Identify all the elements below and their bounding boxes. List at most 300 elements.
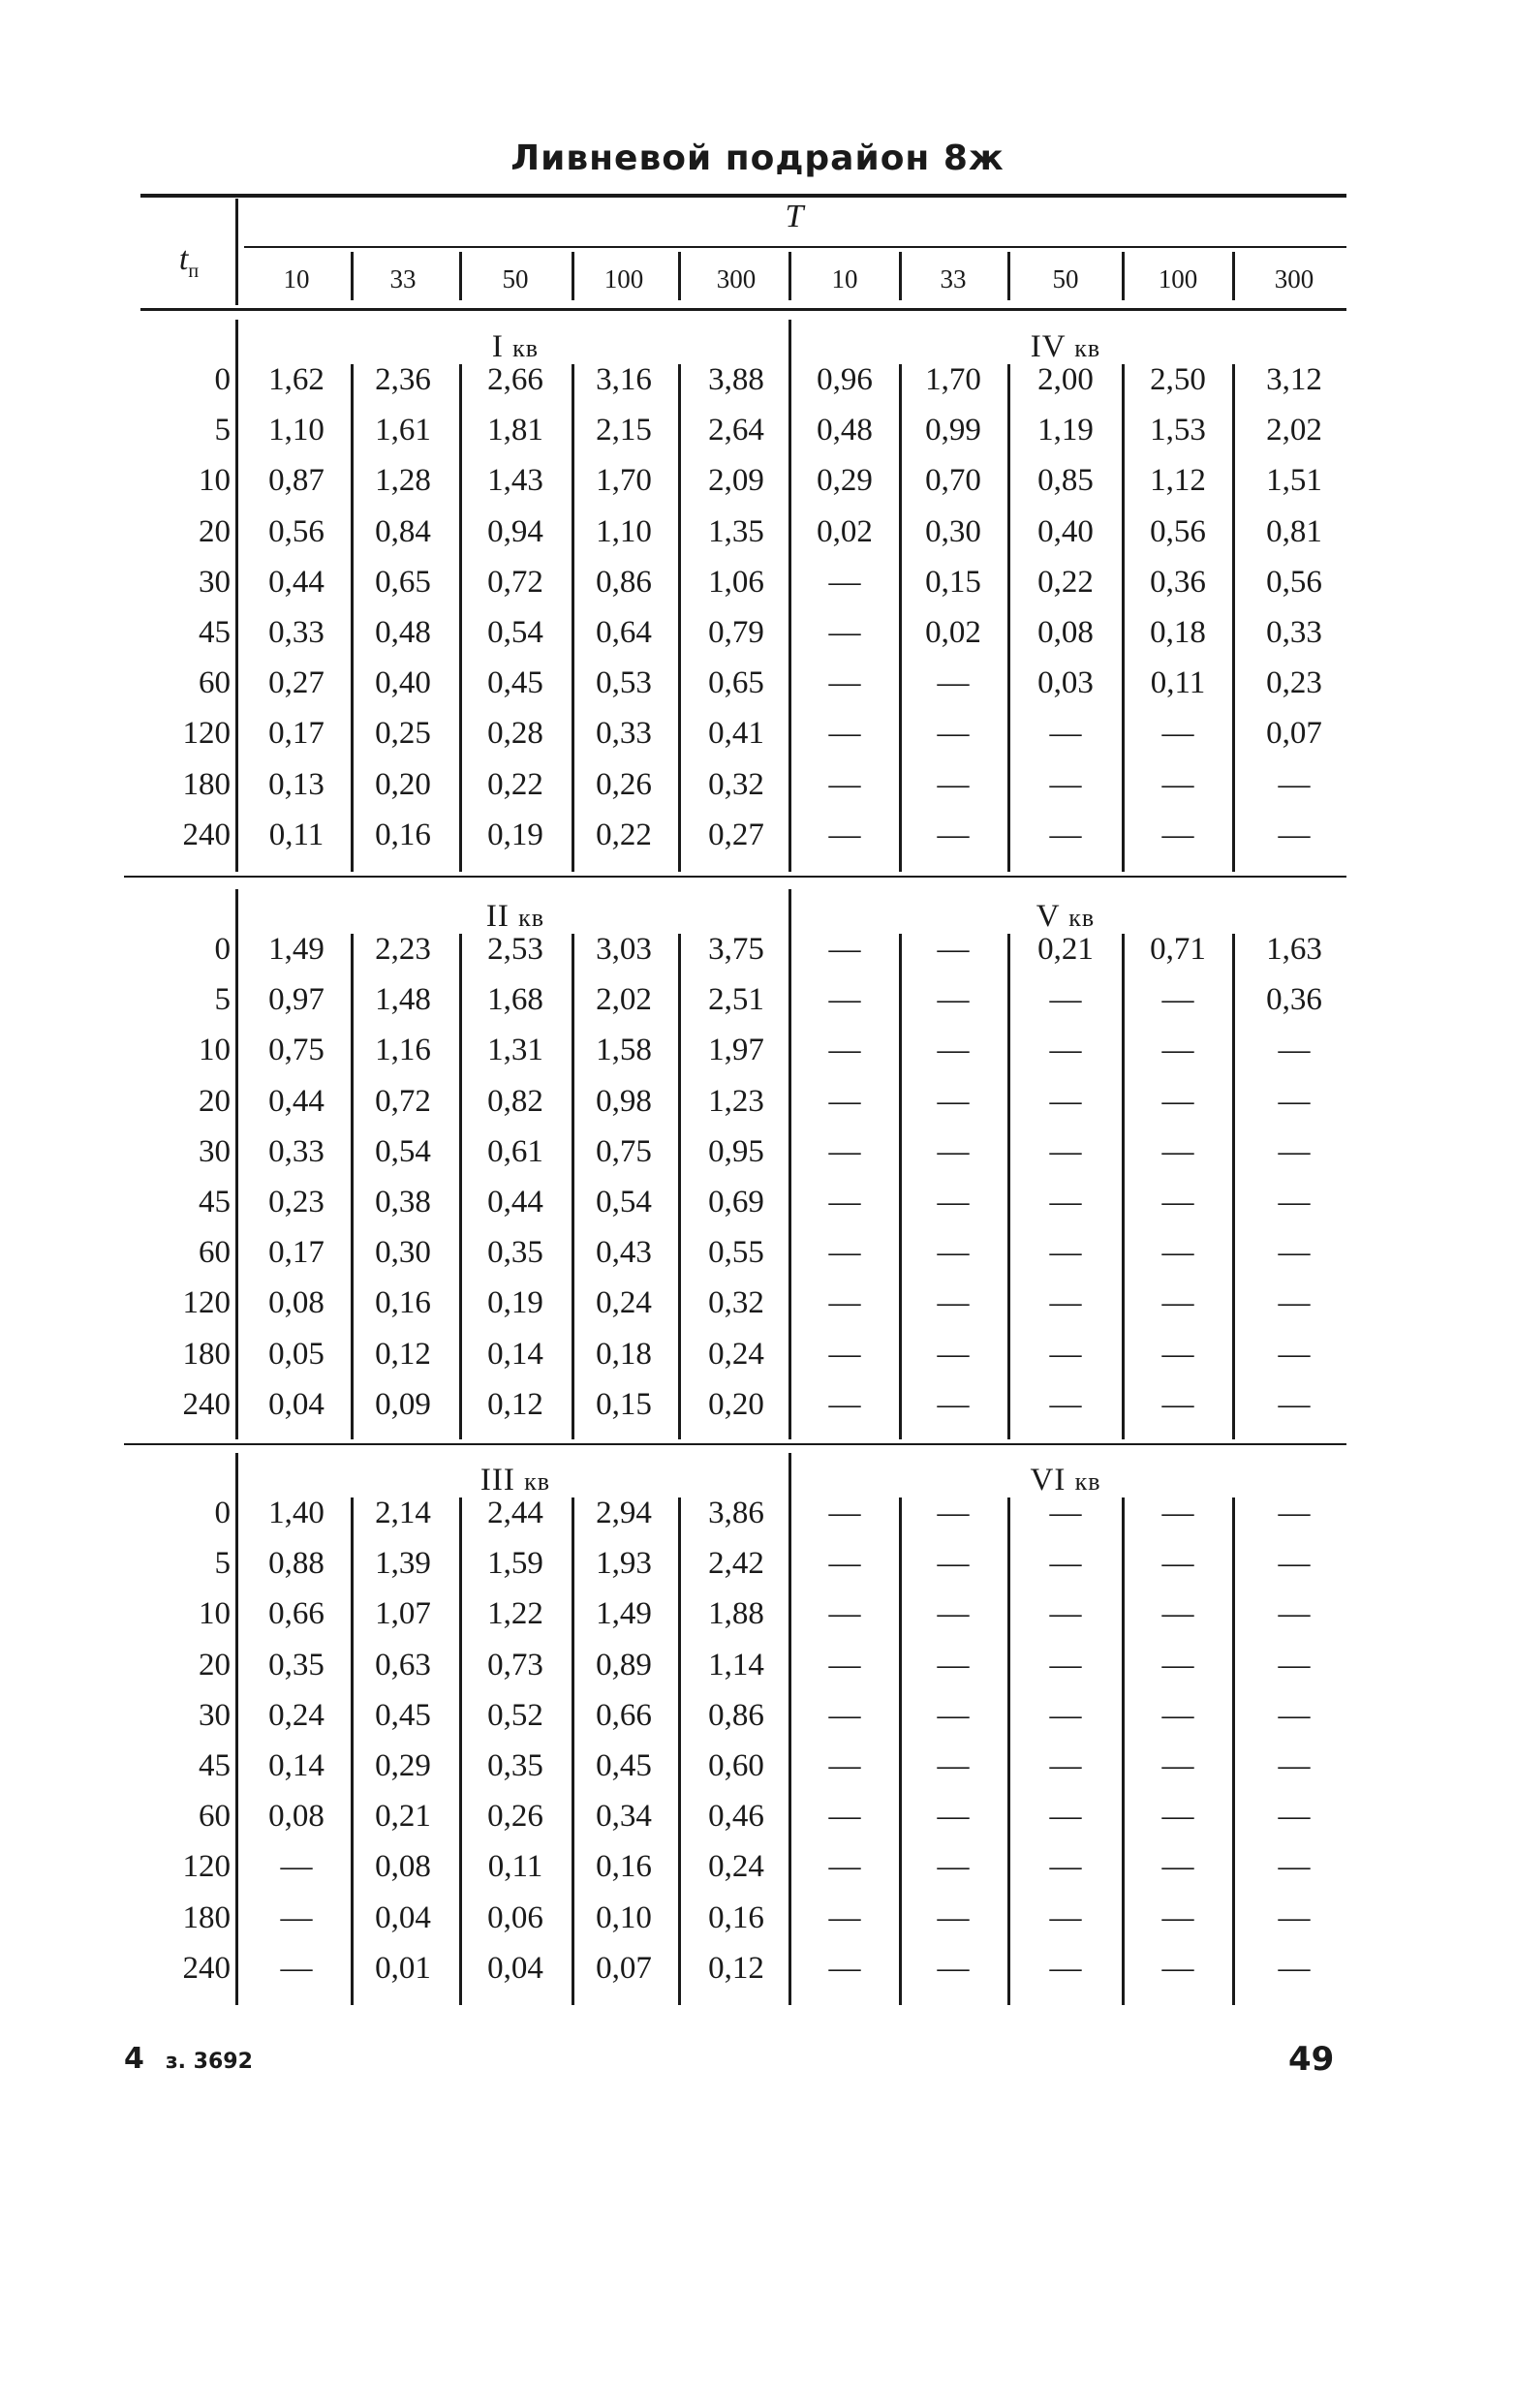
table-cell: 0,44 (268, 564, 325, 600)
T-value-header: 10 (283, 264, 310, 293)
table-cell: 1,43 (487, 463, 543, 499)
table-cell: — (828, 1950, 861, 1986)
table-cell: 0,65 (375, 564, 431, 600)
row-label: 60 (199, 1235, 231, 1271)
table-cell: — (937, 982, 970, 1018)
table-cell: — (280, 1849, 313, 1885)
table-cell: — (1049, 1185, 1082, 1219)
table-cell: — (1278, 1386, 1311, 1422)
T-value-header: 33 (389, 264, 417, 293)
table-cell: 2,50 (1150, 362, 1206, 397)
quarter-label-left: III кв (479, 1463, 551, 1497)
table-cell: — (937, 1748, 970, 1783)
table-cell: 0,14 (487, 1336, 543, 1372)
table-cell: 0,06 (487, 1899, 543, 1935)
table-cell: — (1278, 1496, 1311, 1530)
row-label: 0 (214, 1496, 231, 1530)
table-cell: 0,12 (375, 1336, 431, 1372)
table-cell: 2,64 (708, 413, 764, 448)
stub-divider (235, 1453, 238, 2005)
table-cell: — (828, 1185, 861, 1219)
tn-header (136, 240, 242, 291)
table-cell: — (1049, 1336, 1082, 1372)
table-cell: — (1161, 1185, 1194, 1219)
table-cell: 0,72 (487, 564, 543, 600)
table-cell: 2,15 (596, 413, 652, 448)
table-cell: — (1161, 1647, 1194, 1683)
table-cell: — (937, 1496, 970, 1530)
quarter-suffix: кв (512, 334, 540, 362)
table-cell: — (1161, 1546, 1194, 1582)
table-cell: 1,22 (487, 1596, 543, 1632)
table-cell: — (937, 1386, 970, 1422)
table-cell: 3,75 (708, 932, 764, 967)
table-cell: 2,00 (1037, 362, 1094, 397)
table-cell: 1,97 (708, 1033, 764, 1068)
table-cell: 0,40 (375, 665, 431, 701)
table-cell: — (828, 1697, 861, 1733)
table-cell: 1,68 (487, 982, 543, 1018)
header-col-divider (788, 252, 791, 300)
header-col-divider (1232, 252, 1235, 300)
page-number: 49 (1288, 2040, 1335, 2079)
table-cell: 0,84 (375, 513, 431, 549)
table-cell: 0,33 (596, 716, 652, 752)
table-cell: 0,11 (487, 1849, 543, 1885)
table-cell: 0,17 (268, 1235, 325, 1271)
table-cell: 2,02 (1266, 413, 1322, 448)
row-label: 60 (199, 1799, 231, 1835)
row-label: 45 (199, 615, 231, 650)
table-cell: 1,10 (268, 413, 325, 448)
table-cell: — (937, 1596, 970, 1632)
table-cell: 0,33 (1266, 615, 1322, 650)
table-cell: — (1049, 766, 1082, 802)
table-cell: — (937, 716, 970, 752)
table-cell: 0,03 (1037, 665, 1094, 701)
table-cell: 0,19 (487, 1285, 543, 1321)
table-cell: — (1161, 1748, 1194, 1783)
table-cell: 0,07 (1266, 716, 1322, 752)
table-cell: 0,36 (1266, 982, 1322, 1018)
table-cell: — (1049, 1033, 1082, 1068)
table-cell: 0,54 (596, 1185, 652, 1219)
row-label: 0 (214, 362, 231, 397)
table-cell: — (1278, 1748, 1311, 1783)
row-label: 45 (199, 1748, 231, 1783)
table-cell: 2,94 (596, 1496, 652, 1530)
table-cell: 2,51 (708, 982, 764, 1018)
table-cell: 0,18 (596, 1336, 652, 1372)
table-cell: — (937, 1697, 970, 1733)
table-cell: — (828, 716, 861, 752)
table-cell: 1,12 (1150, 463, 1206, 499)
table-cell: 0,99 (925, 413, 981, 448)
table-cell: — (1161, 817, 1194, 852)
quarter-label-left: I кв (491, 329, 540, 364)
page-title: Ливневой подрайон 8ж (510, 139, 1005, 178)
table-cell: 0,14 (268, 1748, 325, 1783)
table-cell: 0,26 (596, 766, 652, 802)
table-cell: 0,15 (925, 564, 981, 600)
col-divider (1007, 364, 1010, 872)
table-cell: — (828, 1596, 861, 1632)
table-cell: 0,40 (1037, 513, 1094, 549)
table-cell: 0,22 (487, 766, 543, 802)
table-cell: — (828, 1496, 861, 1530)
table-cell: 0,45 (375, 1697, 431, 1733)
table-cell: 0,48 (817, 413, 873, 448)
quarter-label-right: IV кв (1030, 329, 1101, 364)
table-cell: — (828, 1748, 861, 1783)
table-cell: 0,71 (1150, 932, 1206, 967)
table-cell: — (828, 1386, 861, 1422)
T-value-header: 33 (940, 264, 967, 293)
table-cell: 0,66 (596, 1697, 652, 1733)
quarter-suffix: кв (524, 1467, 551, 1496)
table-cell: 2,09 (708, 463, 764, 499)
table-cell: 1,88 (708, 1596, 764, 1632)
table-cell: — (828, 1799, 861, 1835)
table-cell: 0,34 (596, 1799, 652, 1835)
row-label: 30 (199, 1133, 231, 1169)
order-number: з. 3692 (165, 2050, 253, 2074)
table-cell: 0,48 (375, 615, 431, 650)
stub-divider-header (235, 199, 238, 305)
table-cell: — (1161, 1849, 1194, 1885)
table-cell: — (1161, 766, 1194, 802)
table-cell: 0,32 (708, 1285, 764, 1321)
table-cell: — (937, 1133, 970, 1169)
table-cell: — (1278, 1083, 1311, 1119)
table-cell: — (828, 1647, 861, 1683)
table-cell: — (937, 1647, 970, 1683)
table-cell: 2,36 (375, 362, 431, 397)
table-cell: 0,08 (268, 1799, 325, 1835)
table-cell: 1,49 (268, 932, 325, 967)
T-value-header: 10 (831, 264, 858, 293)
tn-symbol: t (178, 241, 189, 277)
T-value-header: 300 (716, 264, 757, 293)
table-cell: 0,04 (375, 1899, 431, 1935)
table-cell: 1,31 (487, 1033, 543, 1068)
quarter-suffix: кв (1074, 1467, 1101, 1496)
table-cell: 1,40 (268, 1496, 325, 1530)
table-cell: 2,53 (487, 932, 543, 967)
table-cell: — (1161, 1899, 1194, 1935)
table-cell: 0,89 (596, 1647, 652, 1683)
table-cell: — (1161, 1133, 1194, 1169)
table-cell: 0,13 (268, 766, 325, 802)
table-cell: 0,22 (1037, 564, 1094, 600)
col-divider (1232, 934, 1235, 1439)
quarter-suffix: кв (518, 904, 545, 932)
table-cell: 0,53 (596, 665, 652, 701)
table-cell: 0,16 (596, 1849, 652, 1885)
table-cell: 0,12 (487, 1386, 543, 1422)
table-cell: — (1278, 1285, 1311, 1321)
row-label: 10 (199, 1596, 231, 1632)
table-cell: 0,61 (487, 1133, 543, 1169)
table-cell: 0,20 (708, 1386, 764, 1422)
table-cell: 0,15 (596, 1386, 652, 1422)
table-cell: — (937, 1235, 970, 1271)
table-cell: 0,12 (708, 1950, 764, 1986)
table-cell: — (1278, 1546, 1311, 1582)
table-cell: 2,42 (708, 1546, 764, 1582)
table-cell: — (828, 1899, 861, 1935)
table-cell: — (1049, 1697, 1082, 1733)
col-divider (1007, 1497, 1010, 2005)
table-cell: — (1161, 1799, 1194, 1835)
table-cell: — (1049, 1748, 1082, 1783)
table-cell: 3,16 (596, 362, 652, 397)
T-value-header: 50 (502, 264, 529, 293)
table-cell: — (1161, 716, 1194, 752)
table-cell: — (1161, 982, 1194, 1018)
table-cell: — (280, 1899, 313, 1935)
table-cell: — (1278, 1697, 1311, 1733)
table-cell: 0,96 (817, 362, 873, 397)
table-cell: — (828, 1336, 861, 1372)
table-cell: 0,07 (596, 1950, 652, 1986)
table-cell: — (1278, 1799, 1311, 1835)
table-cell: 0,66 (268, 1596, 325, 1632)
table-cell: 0,29 (375, 1748, 431, 1783)
table-cell: 0,64 (596, 615, 652, 650)
table-cell: 1,07 (375, 1596, 431, 1632)
table-cell: — (1049, 1647, 1082, 1683)
row-label: 180 (182, 1899, 231, 1935)
table-cell: 0,24 (708, 1849, 764, 1885)
table-cell: 0,30 (925, 513, 981, 549)
table-cell: 1,49 (596, 1596, 652, 1632)
table-cell: — (1161, 1033, 1194, 1068)
T-value-header: 100 (1158, 264, 1198, 293)
table-cell: 0,85 (1037, 463, 1094, 499)
quarter-label-right: V кв (1036, 899, 1096, 934)
header-col-divider (678, 252, 681, 300)
table-cell: — (828, 932, 861, 967)
table-cell: — (1049, 1235, 1082, 1271)
table-cell: 0,45 (596, 1748, 652, 1783)
table-cell: 0,69 (708, 1185, 764, 1219)
table-cell: 3,86 (708, 1496, 764, 1530)
table-cell: 3,12 (1266, 362, 1322, 397)
table-cell: 0,24 (596, 1285, 652, 1321)
table-cell: — (1161, 1285, 1194, 1321)
table-cell: — (1161, 1697, 1194, 1733)
table-cell: 0,28 (487, 716, 543, 752)
table-cell: 0,86 (596, 564, 652, 600)
header-col-divider (351, 252, 354, 300)
table-cell: — (1278, 766, 1311, 802)
T-value-header: 100 (603, 264, 644, 293)
quarter-label-right: VI кв (1030, 1463, 1101, 1497)
table-cell: 1,61 (375, 413, 431, 448)
row-label: 120 (182, 1285, 231, 1321)
table-cell: — (937, 1185, 970, 1219)
table-cell: 1,70 (925, 362, 981, 397)
table-cell: — (828, 665, 861, 701)
table-cell: 0,18 (1150, 615, 1206, 650)
table-cell: 0,79 (708, 615, 764, 650)
table-cell: 0,36 (1150, 564, 1206, 600)
table-cell: 0,16 (375, 817, 431, 852)
table-cell: — (937, 1849, 970, 1885)
table-cell: 1,39 (375, 1546, 431, 1582)
table-cell: — (1049, 716, 1082, 752)
table-cell: — (1049, 1799, 1082, 1835)
table-cell: — (1049, 1386, 1082, 1422)
table-cell: 0,02 (817, 513, 873, 549)
header-col-divider (459, 252, 462, 300)
table-cell: — (828, 564, 861, 600)
row-label: 0 (214, 932, 231, 967)
table-cell: — (1278, 1336, 1311, 1372)
row-label: 10 (199, 463, 231, 499)
table-cell: — (280, 1950, 313, 1986)
table-cell: 0,04 (268, 1386, 325, 1422)
table-cell: — (1161, 1496, 1194, 1530)
table-cell: 0,35 (487, 1748, 543, 1783)
block-separator-rule (124, 1443, 1346, 1445)
table-cell: 0,16 (708, 1899, 764, 1935)
table-cell: — (828, 615, 861, 650)
table-cell: 0,56 (1266, 564, 1322, 600)
table-cell: — (937, 1950, 970, 1986)
table-cell: 1,19 (1037, 413, 1094, 448)
table-cell: 0,45 (487, 665, 543, 701)
row-label: 5 (214, 413, 231, 448)
table-cell: — (1161, 1235, 1194, 1271)
table-cell: — (1278, 1033, 1311, 1068)
table-cell: 0,01 (375, 1950, 431, 1986)
table-cell: 1,51 (1266, 463, 1322, 499)
table-cell: — (828, 1083, 861, 1119)
table-cell: 0,21 (1037, 932, 1094, 967)
table-cell: 1,16 (375, 1033, 431, 1068)
row-label: 240 (182, 1950, 231, 1986)
table-cell: — (1278, 1596, 1311, 1632)
table-cell: 0,56 (1150, 513, 1206, 549)
table-cell: 0,44 (268, 1083, 325, 1119)
row-label: 45 (199, 1185, 231, 1219)
row-label: 180 (182, 766, 231, 802)
table-cell: 1,63 (1266, 932, 1322, 967)
table-cell: 0,65 (708, 665, 764, 701)
table-cell: — (1161, 1950, 1194, 1986)
T-header: T (785, 199, 804, 234)
table-cell: 1,70 (596, 463, 652, 499)
row-label: 30 (199, 564, 231, 600)
table-cell: — (828, 1849, 861, 1885)
col-divider (1232, 1497, 1235, 2005)
table-cell: — (1278, 1899, 1311, 1935)
row-label: 240 (182, 1386, 231, 1422)
table-cell: — (937, 1546, 970, 1582)
table-cell: — (828, 1033, 861, 1068)
col-divider (678, 934, 681, 1439)
table-cell: 0,23 (1266, 665, 1322, 701)
header-col-divider (1122, 252, 1125, 300)
table-cell: — (828, 766, 861, 802)
table-cell: 2,66 (487, 362, 543, 397)
table-cell: 2,14 (375, 1496, 431, 1530)
table-cell: 1,93 (596, 1546, 652, 1582)
table-cell: — (828, 1285, 861, 1321)
row-label: 20 (199, 1647, 231, 1683)
col-divider (678, 1497, 681, 2005)
table-cell: 0,72 (375, 1083, 431, 1119)
table-cell: — (937, 932, 970, 967)
table-cell: 0,08 (1037, 615, 1094, 650)
table-cell: 1,53 (1150, 413, 1206, 448)
table-cell: 0,21 (375, 1799, 431, 1835)
signature-number: 4 (124, 2042, 144, 2076)
header-col-divider (572, 252, 574, 300)
table-cell: — (1278, 1950, 1311, 1986)
table-cell: 0,27 (708, 817, 764, 852)
table-cell: 0,19 (487, 817, 543, 852)
table-cell: 1,23 (708, 1083, 764, 1119)
block-separator-rule (124, 876, 1346, 878)
col-divider (1007, 934, 1010, 1439)
table-cell: — (937, 817, 970, 852)
row-label: 20 (199, 1083, 231, 1119)
table-cell: 0,55 (708, 1235, 764, 1271)
row-label: 120 (182, 716, 231, 752)
table-cell: 0,08 (268, 1285, 325, 1321)
row-label: 30 (199, 1697, 231, 1733)
table-cell: — (1049, 982, 1082, 1018)
table-cell: 0,26 (487, 1799, 543, 1835)
row-label: 180 (182, 1336, 231, 1372)
table-cell: — (1161, 1336, 1194, 1372)
quarter-label-left: II кв (485, 899, 545, 934)
table-cell: — (1049, 1899, 1082, 1935)
table-cell: 0,87 (268, 463, 325, 499)
table-cell: 2,23 (375, 932, 431, 967)
table-cell: 0,27 (268, 665, 325, 701)
table-cell: — (937, 766, 970, 802)
row-label: 240 (182, 817, 231, 852)
table-cell: 0,30 (375, 1235, 431, 1271)
table-cell: 1,62 (268, 362, 325, 397)
table-cell: — (1049, 1950, 1082, 1986)
quarter-suffix: кв (1068, 904, 1096, 932)
table-cell: — (1049, 1083, 1082, 1119)
table-cell: 0,33 (268, 1133, 325, 1169)
table-cell: 0,95 (708, 1133, 764, 1169)
table-cell: 0,94 (487, 513, 543, 549)
table-cell: 0,60 (708, 1748, 764, 1783)
row-label: 10 (199, 1033, 231, 1068)
table-cell: 0,08 (375, 1849, 431, 1885)
footer-signature (124, 2042, 253, 2076)
table-cell: 1,14 (708, 1647, 764, 1683)
T-value-header: 50 (1052, 264, 1079, 293)
table-cell: 0,33 (268, 615, 325, 650)
table-cell: — (1278, 817, 1311, 852)
table-cell: 0,41 (708, 716, 764, 752)
table-cell: 0,98 (596, 1083, 652, 1119)
table-cell: 1,28 (375, 463, 431, 499)
table-cell: 3,03 (596, 932, 652, 967)
table-cell: — (1049, 1285, 1082, 1321)
table-cell: 0,70 (925, 463, 981, 499)
tn-subscript: п (188, 260, 200, 282)
